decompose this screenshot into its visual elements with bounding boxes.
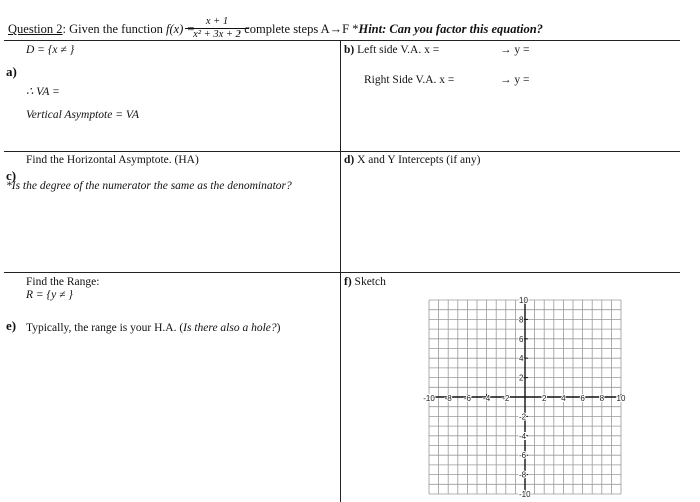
part-d-label: d) — [344, 154, 355, 166]
hint-text: Hint: Can you factor this equation? — [358, 22, 543, 36]
range-note — [26, 322, 281, 334]
question-instruction — [238, 22, 543, 37]
y-tick-label: 6 — [519, 334, 524, 344]
part-a-label: a) — [6, 64, 17, 79]
range-note-pre: Typically, the range is your H.A. ( — [26, 322, 184, 334]
range-note-italic: Is there also a hole? — [183, 322, 277, 334]
part-c-label: c) — [6, 168, 17, 183]
question-title — [8, 22, 195, 37]
y-tick-label: -6 — [519, 451, 527, 461]
domain-line: D = {x ≠ } — [26, 44, 75, 56]
x-tick-label: 10 — [616, 394, 626, 403]
x-tick-label: -8 — [444, 394, 452, 403]
part-b-label: b) — [344, 44, 355, 56]
question-intro: : Given the function — [62, 22, 163, 36]
x-tick-label: 6 — [580, 394, 585, 403]
instruction-text: , complete steps A→F * — [238, 22, 359, 36]
part-b-left — [344, 44, 439, 56]
part-f-label: f) — [344, 276, 352, 288]
part-f-heading — [344, 276, 386, 288]
table-top-border — [4, 40, 680, 41]
x-tick-label: 4 — [561, 394, 566, 403]
va-line: ∴ VA = — [26, 86, 60, 98]
y-tick-label: -2 — [519, 412, 527, 422]
y-tick-label: -4 — [519, 431, 527, 441]
x-tick-label: 8 — [599, 394, 605, 403]
va-note: Vertical Asymptote = VA — [26, 109, 140, 121]
y-tick-label: 8 — [519, 315, 524, 325]
right-va-text: Right Side V.A. x = — [364, 74, 455, 86]
part-c-title: Find the Horizontal Asymptote. (HA) — [26, 154, 199, 166]
function-numerator: x + 1 — [185, 16, 249, 29]
function-denominator: x² + 3x + 2 — [193, 29, 241, 40]
range-note-post: ) — [276, 322, 281, 334]
y-tick-label: 10 — [519, 296, 528, 305]
sketch-grid[interactable] — [425, 296, 625, 498]
part-d-heading — [344, 154, 480, 166]
x-tick-label: -2 — [502, 394, 510, 403]
x-tick-label: 2 — [541, 394, 547, 403]
x-tick-label: -6 — [463, 394, 471, 403]
y-tick-label: 4 — [519, 354, 524, 364]
range-line: R = {y ≠ } — [26, 289, 73, 301]
function-name: f(x) = — [165, 22, 195, 36]
y-tick-label: -8 — [519, 470, 527, 480]
left-va-text: Left side V.A. x = — [357, 44, 440, 56]
part-e-title: Find the Range: — [26, 276, 100, 288]
right-va-arrow: → y = — [500, 74, 530, 86]
part-d-title: X and Y Intercepts (if any) — [357, 154, 481, 166]
question-label: Question 2 — [8, 22, 63, 36]
part-c-question: *Is the degree of the numerator the same as the denominator? — [6, 180, 292, 192]
column-divider — [340, 40, 341, 502]
x-tick-label: -4 — [483, 394, 491, 403]
x-tick-label: -10 — [423, 394, 435, 403]
y-tick-label: 2 — [519, 373, 524, 383]
part-e-label: e) — [6, 318, 17, 333]
part-f-title: Sketch — [354, 276, 386, 288]
row-divider-2 — [4, 272, 680, 273]
left-va-arrow: → y = — [500, 44, 530, 56]
y-tick-label: -10 — [519, 490, 531, 499]
row-divider-1 — [4, 151, 680, 152]
